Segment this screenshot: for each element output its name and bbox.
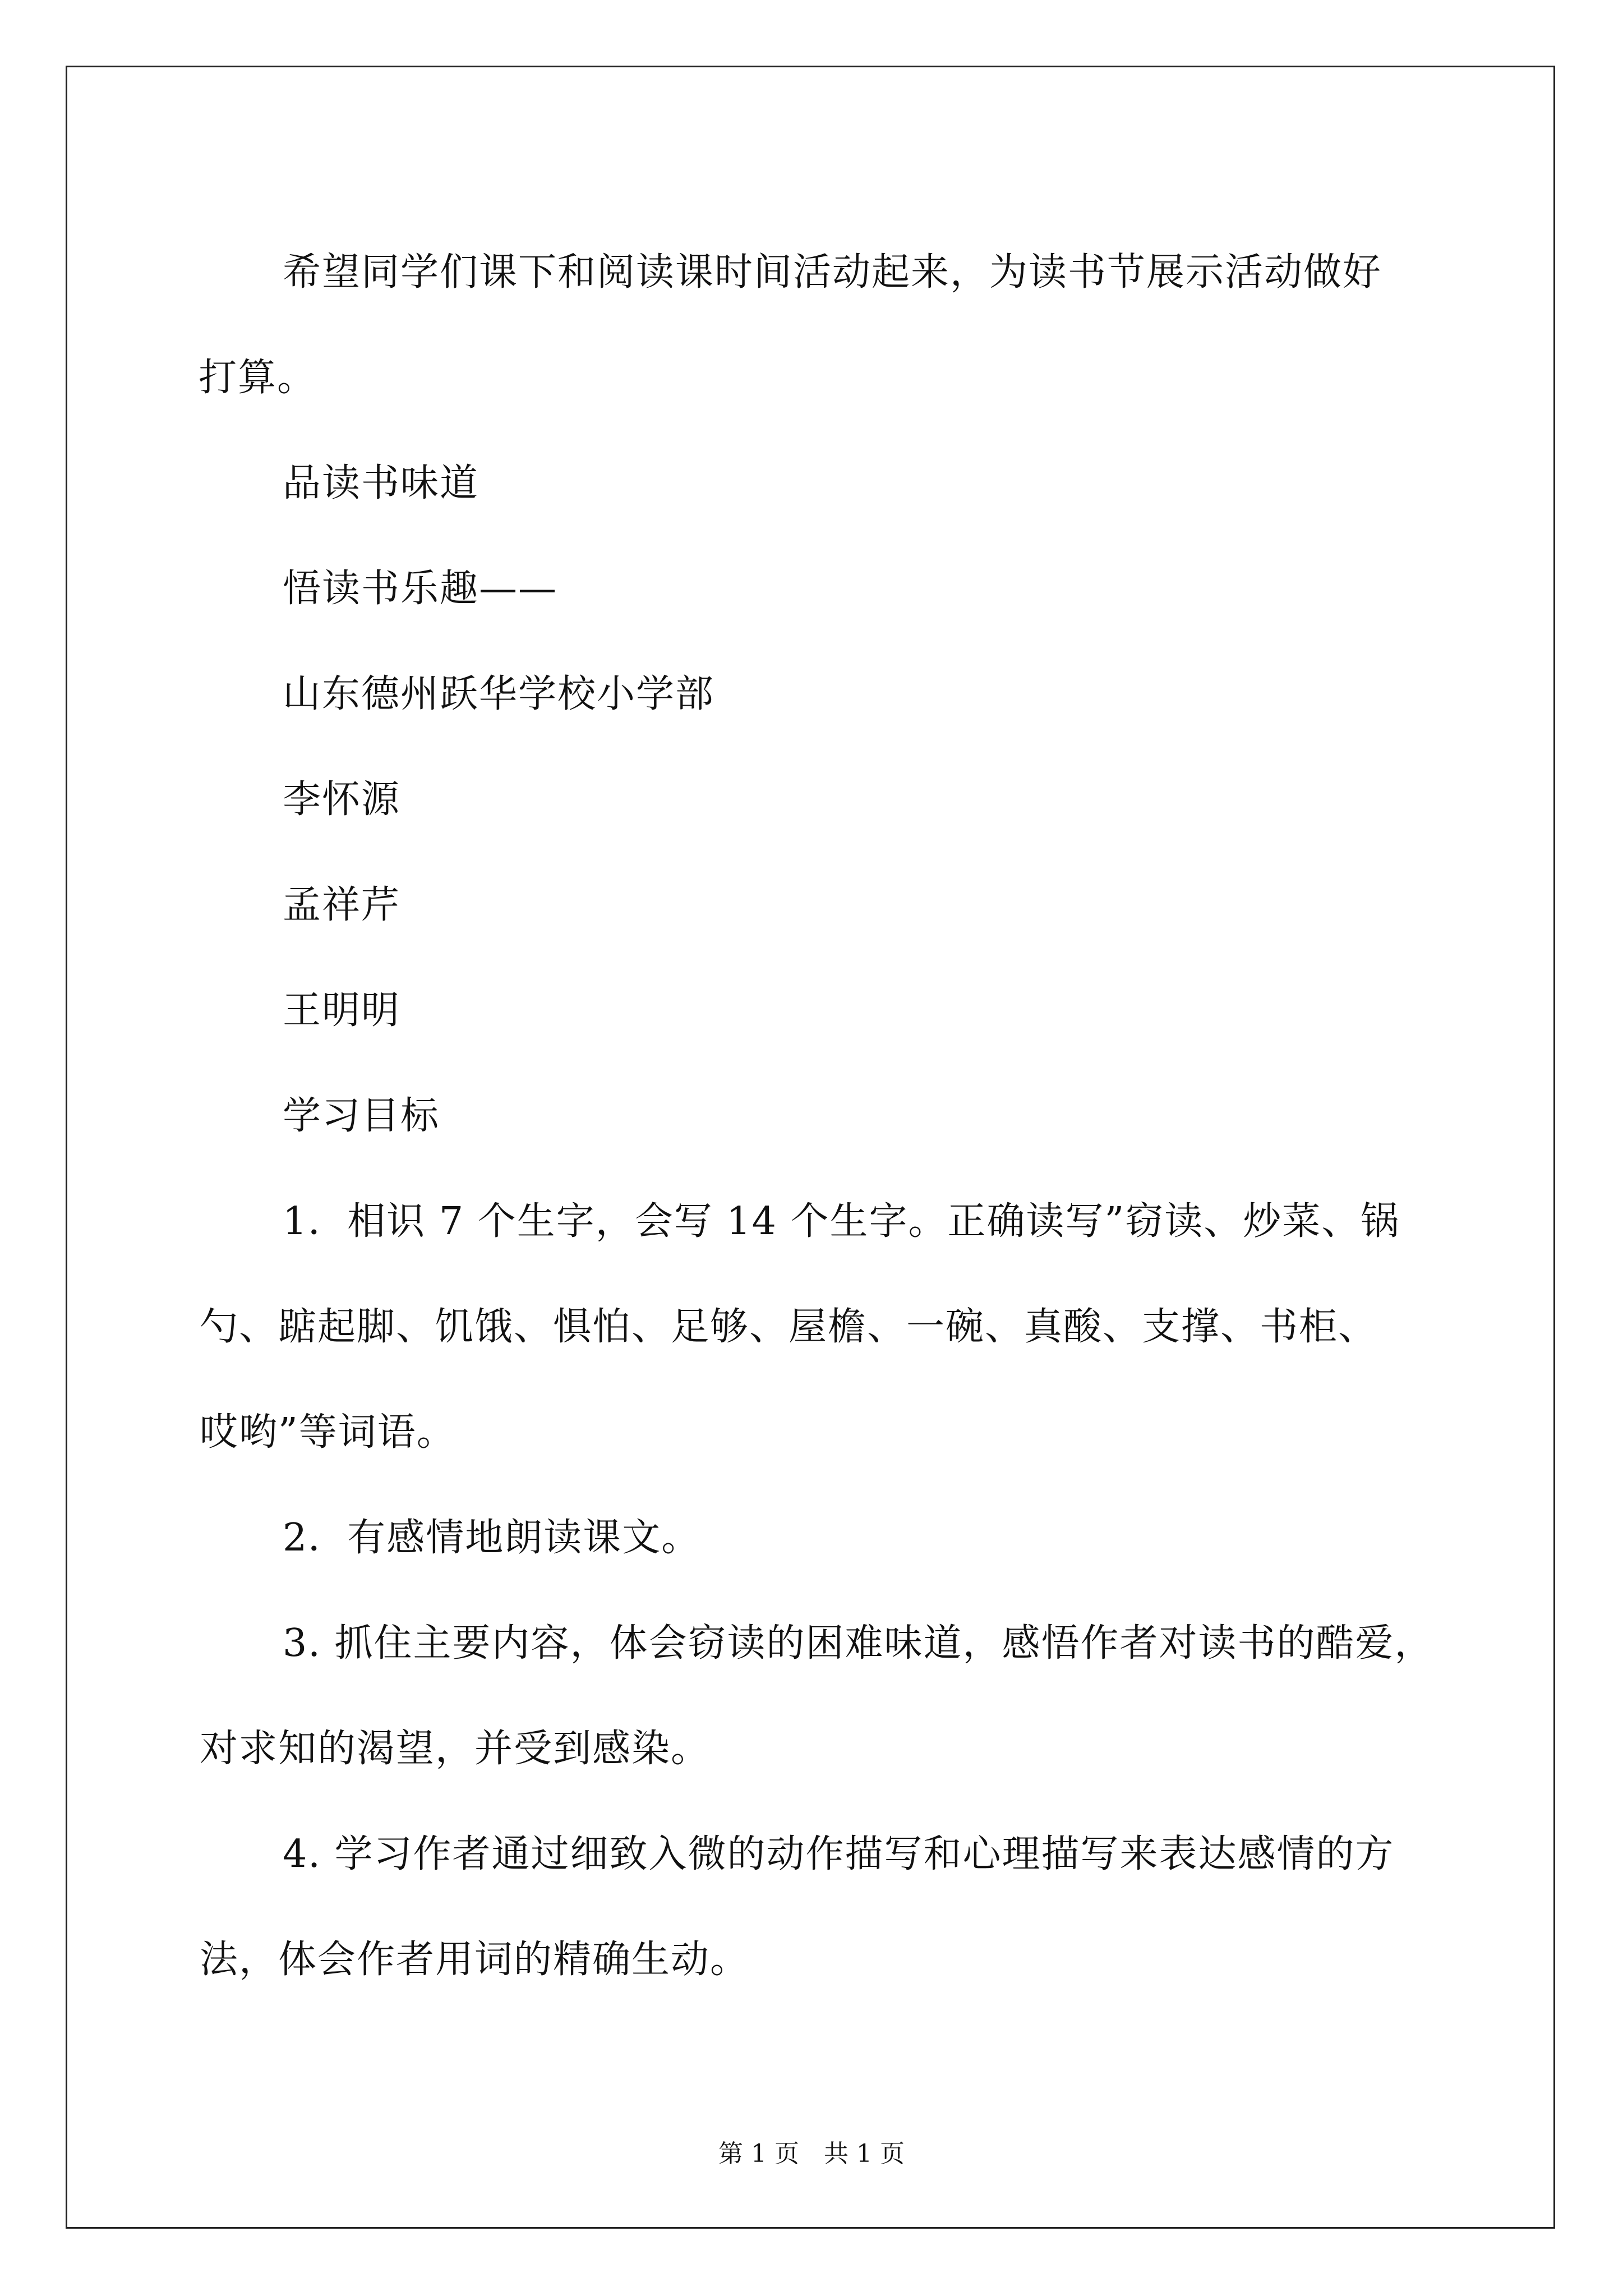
text-line: 勺、踮起脚、饥饿、惧怕、足够、屋檐、一碗、真酸、支撑、书柜、 xyxy=(200,1305,1378,1349)
text-line: 对求知的渴望，并受到感染。 xyxy=(200,1727,711,1771)
text-line: 学习目标 xyxy=(283,1094,440,1138)
text-line: 王明明 xyxy=(283,988,401,1033)
text-line: 希望同学们课下和阅读课时间活动起来，为读书节展示活动做好 xyxy=(283,250,1382,295)
text-line: 山东德州跃华学校小学部 xyxy=(283,672,715,716)
paragraph xyxy=(200,220,1433,431)
paragraph xyxy=(200,1591,1433,1802)
page-footer: 第 1 页 共 1 页 xyxy=(718,2139,905,2168)
text-line: 1．相识 7 个生字，会写 14 个生字。正确读写”窃读、炒菜、锅 xyxy=(283,1199,1400,1244)
paragraph xyxy=(200,1064,1433,1169)
paragraph xyxy=(200,747,1433,853)
text-line: 孟祥芹 xyxy=(283,883,401,927)
paragraph xyxy=(200,1802,1433,2013)
text-line: 3. 抓住主要内容，体会窃读的困难味道，感悟作者对读书的酷爱， xyxy=(283,1621,1434,1665)
text-line: 2．有感情地朗读课文。 xyxy=(283,1516,701,1560)
text-line: 李怀源 xyxy=(283,777,401,822)
paragraph xyxy=(200,431,1433,536)
paragraph xyxy=(200,853,1433,958)
text-line: 法，体会作者用词的精确生动。 xyxy=(200,1938,750,1982)
paragraph xyxy=(200,642,1433,747)
text-line: 哎哟”等词语。 xyxy=(200,1410,456,1455)
paragraph xyxy=(200,1485,1433,1591)
text-line: 品读书味道 xyxy=(283,461,479,505)
document-body xyxy=(200,220,1433,2013)
text-line: 打算。 xyxy=(199,356,317,400)
text-line: 4. 学习作者通过细致入微的动作描写和心理描写来表达感情的方 xyxy=(283,1832,1395,1876)
text-line: 悟读书乐趣—— xyxy=(283,567,558,611)
paragraph xyxy=(200,1169,1433,1485)
paragraph xyxy=(200,958,1433,1064)
paragraph xyxy=(200,536,1433,642)
